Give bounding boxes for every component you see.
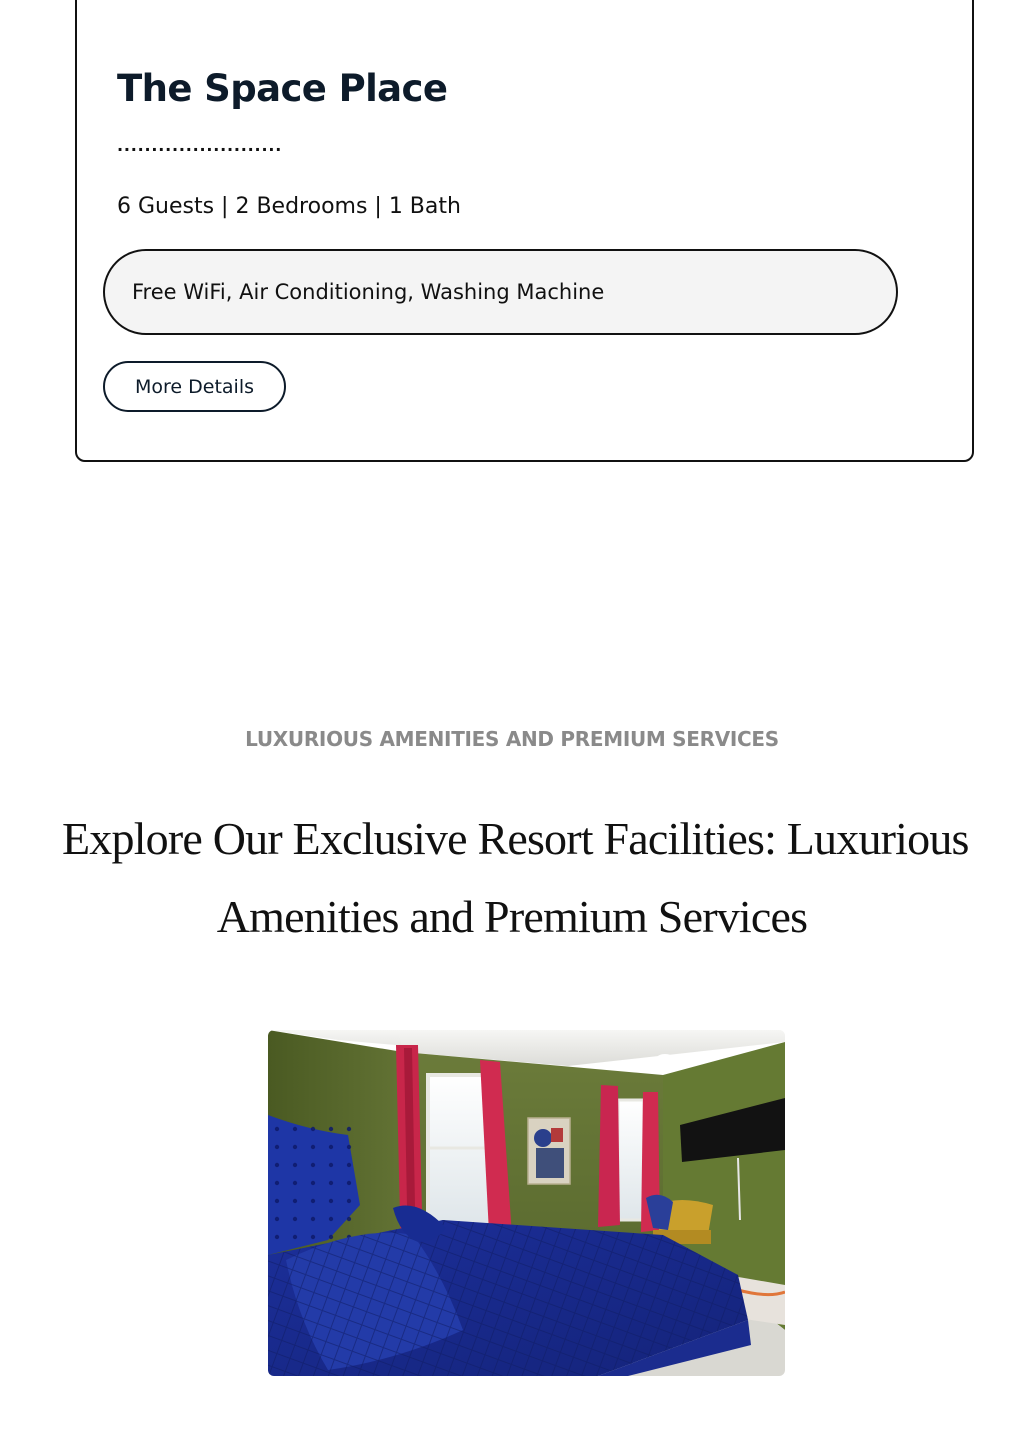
section-title-line-2: Amenities and Premium Services: [216, 891, 808, 942]
title-divider: ........................: [117, 136, 283, 155]
amenities-text: Free WiFi, Air Conditioning, Washing Machine: [132, 280, 605, 304]
amenities-pill: [103, 249, 898, 335]
listing-meta: 6 Guests | 2 Bedrooms | 1 Bath: [117, 194, 461, 219]
section-title-line-1: Explore Our Exclusive Resort Facilities: Luxurious: [62, 813, 969, 864]
more-details-button[interactable]: More Details: [103, 361, 286, 412]
listing-title: The Space Place: [117, 67, 448, 110]
section-title: [62, 800, 969, 956]
bedroom-photo: [268, 1030, 785, 1376]
section-eyebrow: LUXURIOUS AMENITIES AND PREMIUM SERVICES: [245, 727, 779, 751]
